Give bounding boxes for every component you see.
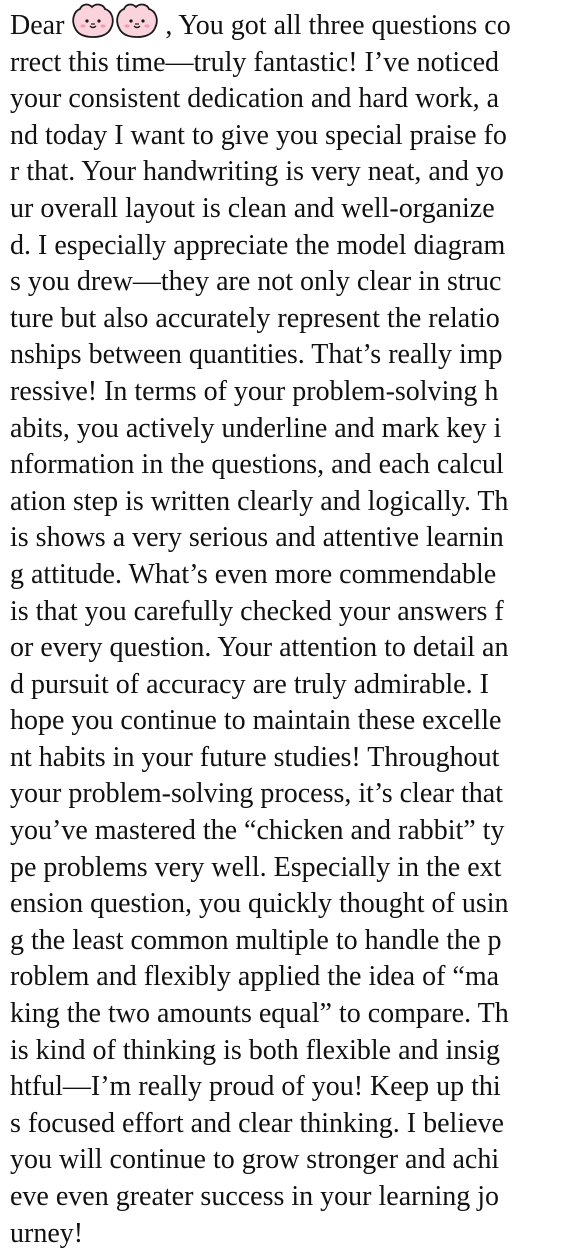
- letter-line: is that you carefully checked your answers f: [10, 595, 504, 627]
- letter-line: htful—I’m really proud of you! Keep up thi: [10, 1071, 501, 1103]
- letter-line: r that. Your handwriting is very neat, and yo: [10, 156, 504, 188]
- letter-line: d. I especially appreciate the model diagram: [10, 229, 506, 261]
- letter-line: you will continue to grow stronger and achi: [10, 1144, 500, 1176]
- letter-line: hope you continue to maintain these excelle: [10, 705, 502, 737]
- greeting: Dear: [10, 10, 65, 41]
- letter-line: ension question, you quickly thought of usin: [10, 888, 509, 920]
- letter-line-1: [10, 8, 562, 45]
- letter-line: abits, you actively underline and mark key i: [10, 412, 502, 444]
- letter-line: is shows a very serious and attentive learnin: [10, 522, 504, 554]
- letter-line: ture but also accurately represent the relatio: [10, 302, 500, 334]
- letter-line: is kind of thinking is both flexible and insig: [10, 1034, 500, 1066]
- letter-line: nships between quantities. That’s really imp: [10, 339, 503, 371]
- first-line-rest: , You got all three questions co: [165, 10, 511, 41]
- letter-line: you’ve mastered the “chicken and rabbit” ty: [10, 815, 505, 847]
- bunny-face-right-icon: [118, 5, 158, 37]
- letter-line: pe problems very well. Especially in the ext: [10, 851, 502, 883]
- letter-line: d pursuit of accuracy are truly admirable. I: [10, 668, 489, 700]
- letter-line: ressive! In terms of your problem-solving h: [10, 375, 499, 407]
- letter-line: or every question. Your attention to detail an: [10, 632, 509, 664]
- letter-line: rrect this time—truly fantastic! I’ve noticed: [10, 46, 500, 78]
- letter-line: g the least common multiple to handle the p: [10, 924, 502, 956]
- letter-line: nformation in the questions, and each calcul: [10, 449, 504, 481]
- letter-line: king the two amounts equal” to compare. Th: [10, 998, 509, 1030]
- letter-line: s focused effort and clear thinking. I believe: [10, 1107, 504, 1139]
- letter-line: g attitude. What’s even more commendable: [10, 558, 497, 590]
- bunny-face-left-icon: [74, 5, 114, 37]
- letter-line: ur overall layout is clean and well-organize: [10, 192, 495, 224]
- letter-line: your consistent dedication and hard work, a: [10, 83, 500, 115]
- letter-line: nt habits in your future studies! Throughout: [10, 741, 500, 773]
- letter-line: eve even greater success in your learning jo: [10, 1181, 500, 1212]
- letter-line: nd today I want to give you special praise fo: [10, 119, 507, 151]
- bunny-sticker-icon: [65, 8, 167, 38]
- letter-line: roblem and flexibly applied the idea of “ma: [10, 961, 500, 993]
- letter-line: s you drew—they are not only clear in struc: [10, 266, 502, 298]
- praise-letter: [10, 8, 562, 1252]
- letter-line: urney!: [10, 1217, 84, 1249]
- letter-line: your problem-solving process, it’s clear that: [10, 778, 503, 810]
- letter-line: ation step is written clearly and logically. Th: [10, 485, 509, 517]
